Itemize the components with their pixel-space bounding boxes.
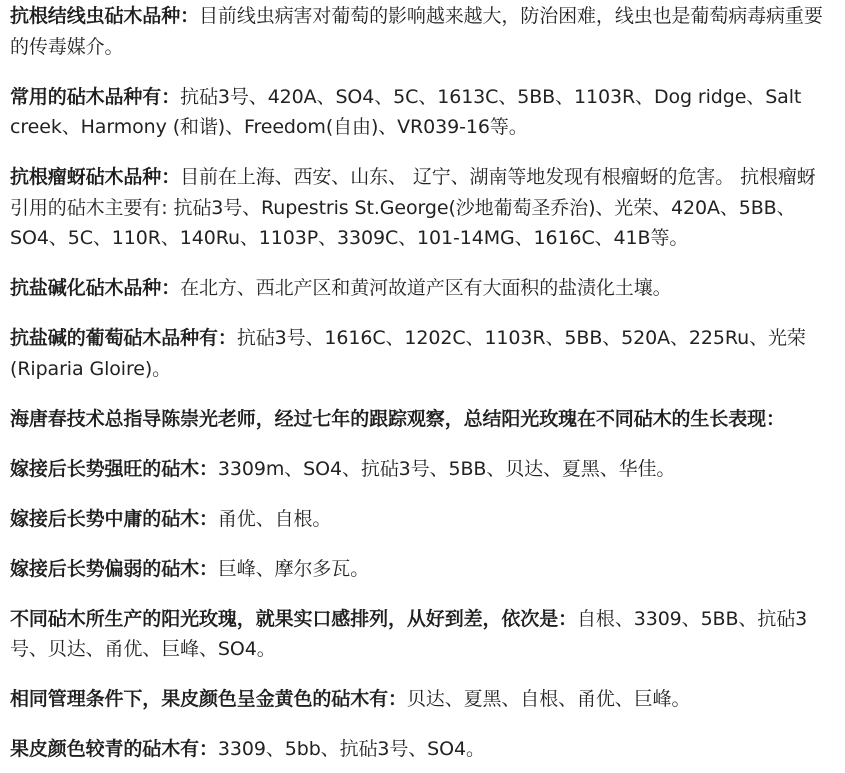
paragraph-nematode-resistant [10,1,833,62]
paragraph-text: 巨峰、摩尔多瓦。 [217,557,370,580]
paragraph-salinity-resistant [10,273,833,304]
paragraph-heading: 常用的砧木品种有： [10,85,181,108]
paragraph-heading: 不同砧木所生产的阳光玫瑰，就果实口感排列，从好到差，依次是： [10,607,578,630]
paragraph-golden-skin [10,684,833,715]
paragraph-green-skin [10,734,833,765]
paragraph-heading: 相同管理条件下，果皮颜色呈金黄色的砧木有： [10,688,407,710]
paragraph-heading: 海唐春技术总指导陈崇光老师，经过七年的跟踪观察，总结阳光玫瑰在不同砧木的生长表现： [10,407,785,430]
paragraph-taste-ranking [10,604,833,665]
paragraph-heading: 嫁接后长势偏弱的砧木： [10,557,218,580]
paragraph-text: 3309m、SO4、抗砧3号、5BB、贝达、夏黑、华佳。 [217,457,676,480]
paragraph-heading: 抗根结线虫砧木品种： [10,5,200,27]
paragraph-text: 目前线虫病害对葡萄的影响越来越大，防治困难，线虫也是葡萄病毒病重要的传毒媒介。 [10,5,823,58]
paragraph-heading: 抗盐碱化砧木品种： [10,277,181,299]
paragraph-text: 3309、5bb、抗砧3号、SO4。 [217,738,485,760]
paragraph-heading: 嫁接后长势强旺的砧木： [10,457,218,480]
paragraph-common-rootstocks [10,82,833,143]
paragraph-observation-summary [10,404,833,435]
paragraph-salinity-varieties [10,323,833,384]
paragraph-weak-growth [10,554,833,585]
paragraph-moderate-growth [10,504,833,535]
article-body [0,1,845,765]
paragraph-text: 自根、3309、5BB、抗砧3号、贝达、甬优、巨峰、SO4。 [10,607,808,660]
paragraph-text: 在北方、西北产区和黄河故道产区有大面积的盐渍化土壤。 [180,277,672,299]
paragraph-text: 抗砧3号、420A、SO4、5C、1613C、5BB、1103R、Dog ridge、Salt creek、Harmony (和谐)、Freedom(自由)、VR039-16等。 [10,85,802,138]
paragraph-vigorous-growth [10,454,833,485]
paragraph-text: 目前在上海、西安、山东、 辽宁、湖南等地发现有根瘤蚜的危害。 抗根瘤蚜引用的砧木主要有: 抗砧3号、Rupestris St.George(沙地葡萄圣乔治)、光荣、420A、5BB、SO4、5C、110R、140Ru、1103P、3309C、101-14MG、1616C、41B等。 [10,166,816,249]
paragraph-heading: 抗根瘤蚜砧木品种： [10,166,181,188]
paragraph-heading: 抗盐碱的葡萄砧木品种有： [10,327,237,349]
paragraph-heading: 嫁接后长势中庸的砧木： [10,507,218,530]
paragraph-heading: 果皮颜色较青的砧木有： [10,738,218,760]
paragraph-text: 贝达、夏黑、自根、甬优、巨峰。 [406,688,691,710]
paragraph-text: 甬优、自根。 [217,507,332,530]
paragraph-phylloxera-resistant [10,162,833,254]
paragraph-text: 抗砧3号、1616C、1202C、1103R、5BB、520A、225Ru、光荣(Riparia Gloire)。 [10,327,806,380]
